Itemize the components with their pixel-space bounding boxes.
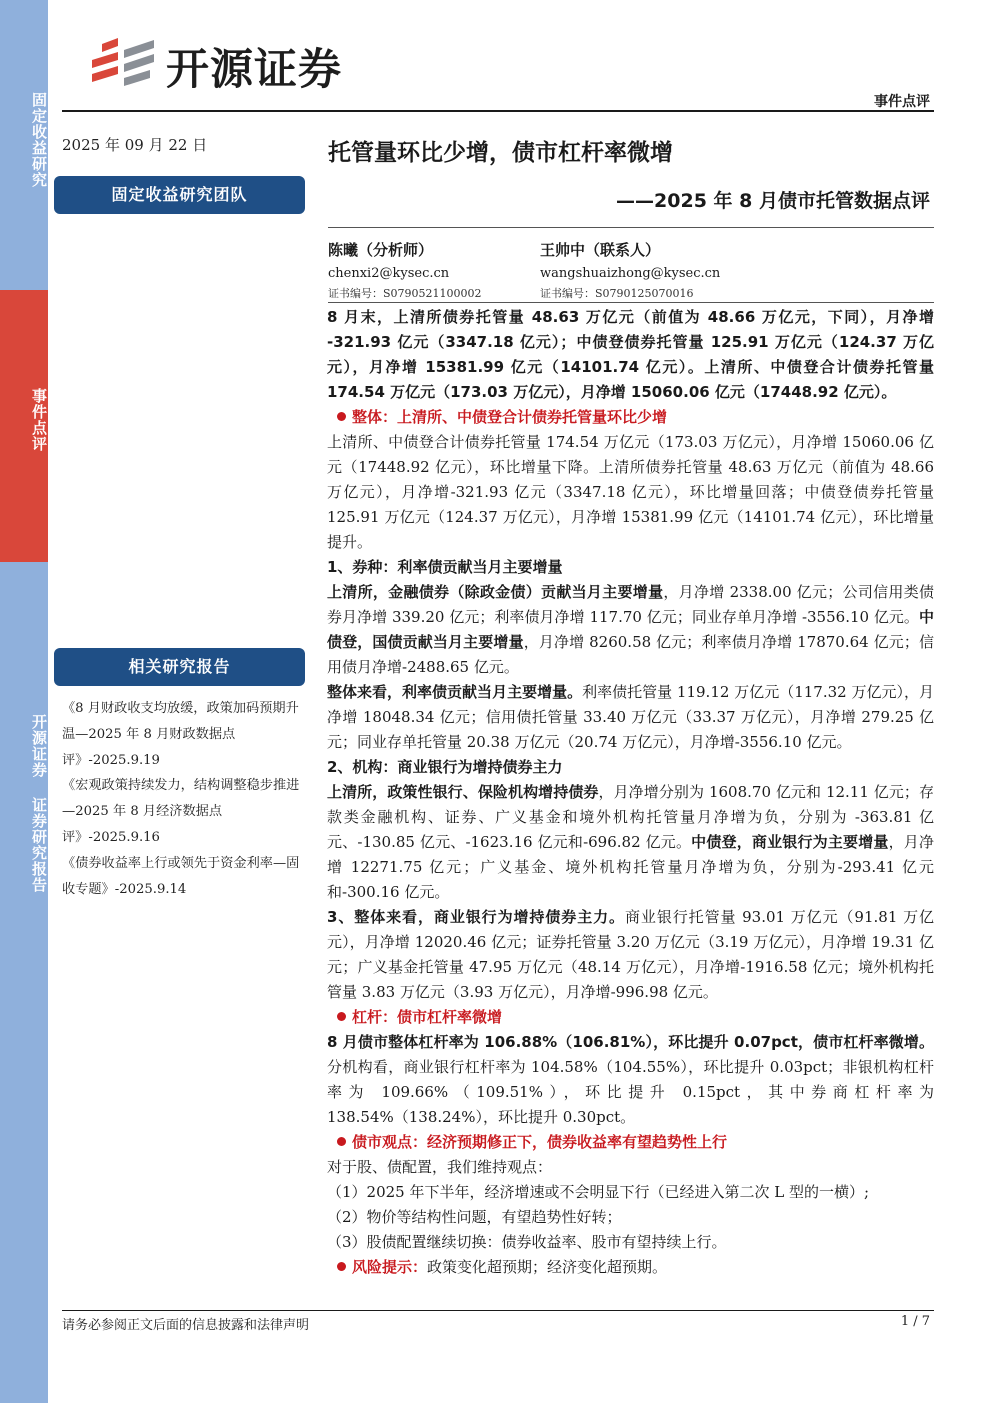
paragraph [327,780,934,905]
paragraph: 上清所、中债登合计债券托管量 174.54 万亿元（173.03 万亿元），月净增 15060.06 亿元（17448.92 亿元），环比增量下降。上清所债券托管量 48.63 万亿元（前值为 48.66 万亿元），月净增-321.93 亿元（3347.18 亿元），环比增量回落；中债登债券托管量 125.91 万亿元（124.37 万亿元），月净增 15381.99 亿元（14101.74 亿元），环比增量提升。 [327,433,934,551]
related-report-item[interactable]: 《宏观政策持续发力，结构调整稳步推进—2025 年 8 月经济数据点评》-2025.9.16 [62,778,300,845]
emphasis: 整体来看，利率债贡献当月主要增量。 [327,683,583,701]
logo-text: 开源证券 [166,45,342,95]
author-cert: 证书编号：S0790125070016 [540,287,694,300]
author-name: 王帅中（联系人） [540,241,661,259]
emphasis: 上清所，金融债券（除政金债）贡献当月主要增量 [327,583,664,601]
page-number: 1 / 7 [900,1314,930,1329]
related-reports-list [62,696,307,902]
author-cert: 证书编号：S0790521100002 [328,287,482,300]
author-email[interactable]: chenxi2@kysec.cn [328,266,450,281]
paragraph: 对于股、债配置，我们维持观点： [327,1158,553,1176]
risk-warning [327,1255,934,1280]
title-divider [328,227,934,228]
paragraph-text: ，月净增 8260.58 亿元；利率债月净增 17870.64 亿元；信用债月净增-2488.65 亿元。 [327,633,934,676]
list-item: （3）股债配置继续切换：债券收益率、股市有望持续上行。 [327,1233,727,1251]
risk-label: 风险提示： [352,1258,428,1276]
paragraph-text: ，月净增 2338.00 亿元；公司信用类债券月净增 339.20 亿元；利率债月净增 117.70 亿元；同业存单月净增 -3556.10 亿元。 [327,583,934,626]
author-divider [328,302,934,303]
section-heading: 1、券种：利率债贡献当月主要增量 [327,558,563,576]
list-item: （2）物价等结构性问题，有望趋势性好转； [327,1208,622,1226]
section-heading: 2、机构：商业银行为增持债券主力 [327,758,563,776]
bullet-dot-icon [337,1012,346,1021]
section-bullet-overall [327,405,934,430]
paragraph [327,680,934,755]
related-report-item[interactable]: 《8 月财政收支均放缓，政策加码预期升温—2025 年 8 月财政数据点评》-2025.9.19 [62,701,299,768]
related-reports-title: 相关研究报告 [54,648,305,686]
list-item: （1）2025 年下半年，经济增速或不会明显下行（已经进入第二次 L 型的一横）; [327,1183,870,1201]
paragraph [327,905,934,1005]
risk-text: 政策变化超预期；经济变化超预期。 [427,1258,668,1276]
paragraph-text: 商业银行托管量 93.01 万亿元（91.81 万亿元），月净增 12020.46 亿元；证券托管量 3.20 万亿元（3.19 万亿元），月净增 19.31 亿元；广义基金托管量 47.95 万亿元（48.14 万亿元），月净增-1916.58 亿元；境外机构托管量 3.83 万亿元（3.93 万亿元），月净增-996.98 亿元。 [327,908,934,1001]
bullet-text: 整体：上清所、中债登合计债券托管量环比少增 [352,408,668,426]
paragraph [327,1030,934,1130]
paragraph [327,580,934,680]
report-type: 事件点评 [874,94,930,110]
report-date: 2025 年 09 月 22 日 [62,136,208,154]
bullet-dot-icon [337,1262,346,1271]
report-body [327,305,934,1280]
header-divider [62,110,934,112]
risk-label-wrap [327,1258,427,1276]
author-email[interactable]: wangshuaizhong@kysec.cn [540,266,721,281]
author-card [540,240,740,301]
side-tab-fixed-income: 固定收益研究 [30,92,48,188]
company-logo [88,30,378,95]
side-tab-securities-report: 开源证券 证券研究报告 [30,714,48,893]
emphasis: 8 月债市整体杠杆率为 106.88%（106.81%），环比提升 0.07pct，债市杠杆率微增。 [327,1033,934,1051]
author-name: 陈曦（分析师） [328,241,434,259]
emphasis: 3、整体来看，商业银行为增持债券主力。 [327,908,625,926]
emphasis: 中债登，国债贡献当月主要增量 [327,608,934,651]
emphasis: 中债登，商业银行为主要增量 [691,833,889,851]
footer-disclaimer: 请务必参阅正文后面的信息披露和法律声明 [62,1318,310,1333]
side-tab-event-review: 事件点评 [30,388,48,452]
paragraph-text: 分机构看，商业银行杠杆率为 104.58%（104.55%），环比提升 0.03pct；非银机构杠杆率为 109.66%（109.51%），环比提升 0.15pct，其中券商杠杆率为 138.54%（138.24%），环比提升 0.30pct。 [327,1058,934,1126]
section-bullet-leverage [327,1005,934,1030]
side-band [0,0,48,1403]
bullet-dot-icon [337,1137,346,1146]
section-bullet-view [327,1130,934,1155]
emphasis: 上清所，政策性银行、保险机构增持债券 [327,783,599,801]
related-report-item[interactable]: 《债券收益率上行或领先于资金利率—固收专题》-2025.9.14 [62,855,300,897]
footer-divider [62,1310,934,1311]
logo-mark-icon [88,30,160,90]
report-subtitle: ——2025 年 8 月债市托管数据点评 [616,190,930,212]
paragraph-text: ，月净增分别为 1608.70 亿元和 12.11 亿元；存款类金融机构、证券、广义基金和境外机构托管量月净增为负，分别为 -363.81 亿元、-130.85 亿元、-1623.16 亿元和-696.82 亿元。 [327,783,934,851]
bullet-text: 债市观点：经济预期修正下，债券收益率有望趋势性上行 [352,1133,728,1151]
paragraph-text: ，月净增 12271.75 亿元；广义基金、境外机构托管量月净增为负，分别为-293.41 亿元和-300.16 亿元。 [327,833,934,901]
paragraph-text: 利率债托管量 119.12 万亿元（117.32 万亿元），月净增 18048.34 亿元；信用债托管量 33.40 万亿元（33.37 万亿元），月净增 279.25 亿元；同业存单托管量 20.38 万亿元（20.74 万亿元），月净增-3556.10 亿元。 [327,683,934,751]
bullet-dot-icon [337,412,346,421]
bullet-text: 杠杆：债市杠杆率微增 [352,1008,503,1026]
author-card [328,240,528,301]
lead-paragraph: 8 月末，上清所债券托管量 48.63 万亿元（前值为 48.66 万亿元，下同），月净增 -321.93 亿元（3347.18 亿元）；中债登债券托管量 125.91 万亿元（124.37 万亿元），月净增 15381.99 亿元（14101.74 亿元）。上清所、中债登合计债券托管量 174.54 万亿元（173.03 万亿元），月净增 15060.06 亿元（17448.92 亿元）。 [327,308,934,401]
team-label: 固定收益研究团队 [54,176,305,214]
report-title: 托管量环比少增，债市杠杆率微增 [328,140,673,166]
